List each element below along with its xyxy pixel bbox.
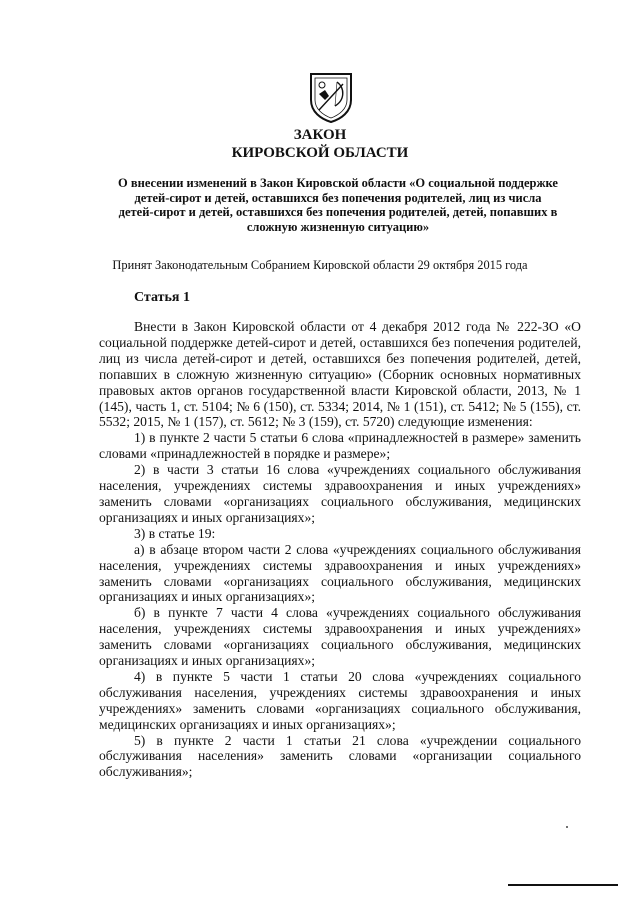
paragraph-intro: Внести в Закон Кировской области от 4 декабря 2012 года № 222-ЗО «О социальной поддержке детей-сирот и детей, оставшихся без попечения родителей, лиц из числа детей-сирот и детей, оставшихся без попечения родителей, детей, попавших в сложную жизненную ситуацию» (Сборник основных нормативных правовых актов органов государственной власти Кировской области, 2013, № 1 (145), часть 1, ст. 5104; № 6 (150), ст. 5334; 2014, № 1 (151), ст. 5412; № 5 (155), ст. 5532; 2015, № 1 (157), ст. 5612; № 3 (159), ст. 5720) следующие изменения: (99, 319, 581, 430)
law-subject: О внесении изменений в Закон Кировской области «О социальной поддержке детей-сирот и детей, оставшихся без попечения родителей, лиц из числа детей-сирот и детей, оставшихся без попечения родителей, детей, попавших в сложную жизненную ситуацию» (118, 176, 558, 234)
paragraph-item-3a: а) в абзаце втором части 2 слова «учреждениях социального обслуживания населения, учреждениях системы здравоохранения и иных учреждениях» заменить словами «организациях социального обслуживания, медицинских организациях и иных организациях»; (99, 541, 581, 605)
paragraph-item-1: 1) в пункте 2 части 5 статьи 6 слова «принадлежностей в размере» заменить словами «принадлежностей в порядке и размере»; (99, 430, 581, 462)
law-title: ЗАКОН (293, 127, 347, 143)
footer-rule (508, 884, 618, 886)
scan-speck (566, 826, 568, 828)
adoption-note: Принят Законодательным Собранием Кировской области 29 октября 2015 года (112, 258, 528, 272)
region-title: КИРОВСКОЙ ОБЛАСТИ (231, 145, 409, 161)
article-body (99, 319, 581, 780)
article-title: Статья 1 (134, 290, 190, 305)
kirov-oblast-coat-of-arms-icon (307, 70, 355, 124)
paragraph-item-2: 2) в части 3 статьи 16 слова «учреждениях социального обслуживания населения, учреждениях системы здравоохранения и иных учреждениях» заменить словами «организациях социального обслуживания, медицинских организациях и иных организациях»; (99, 462, 581, 525)
paragraph-item-3: 3) в статье 19: (134, 525, 216, 541)
paragraph-item-4: 4) в пункте 5 части 1 статьи 20 слова «учреждениях социального обслуживания населения, учреждениях системы здравоохранения и иных учреждениях» заменить словами «организациях социального обслуживания, медицинских организациях и иных организациях»; (99, 668, 581, 732)
paragraph-item-3b: б) в пункте 7 части 4 слова «учреждениях социального обслуживания населения, учреждениях системы здравоохранения и иных учреждениях» заменить словами «организациях социального обслуживания, медицинских организациях и иных организациях»; (99, 605, 581, 669)
paragraph-item-5: 5) в пункте 2 части 1 статьи 21 слова «учреждении социального обслуживания населения» заменить словами «организации социального обслуживания»; (99, 732, 581, 780)
